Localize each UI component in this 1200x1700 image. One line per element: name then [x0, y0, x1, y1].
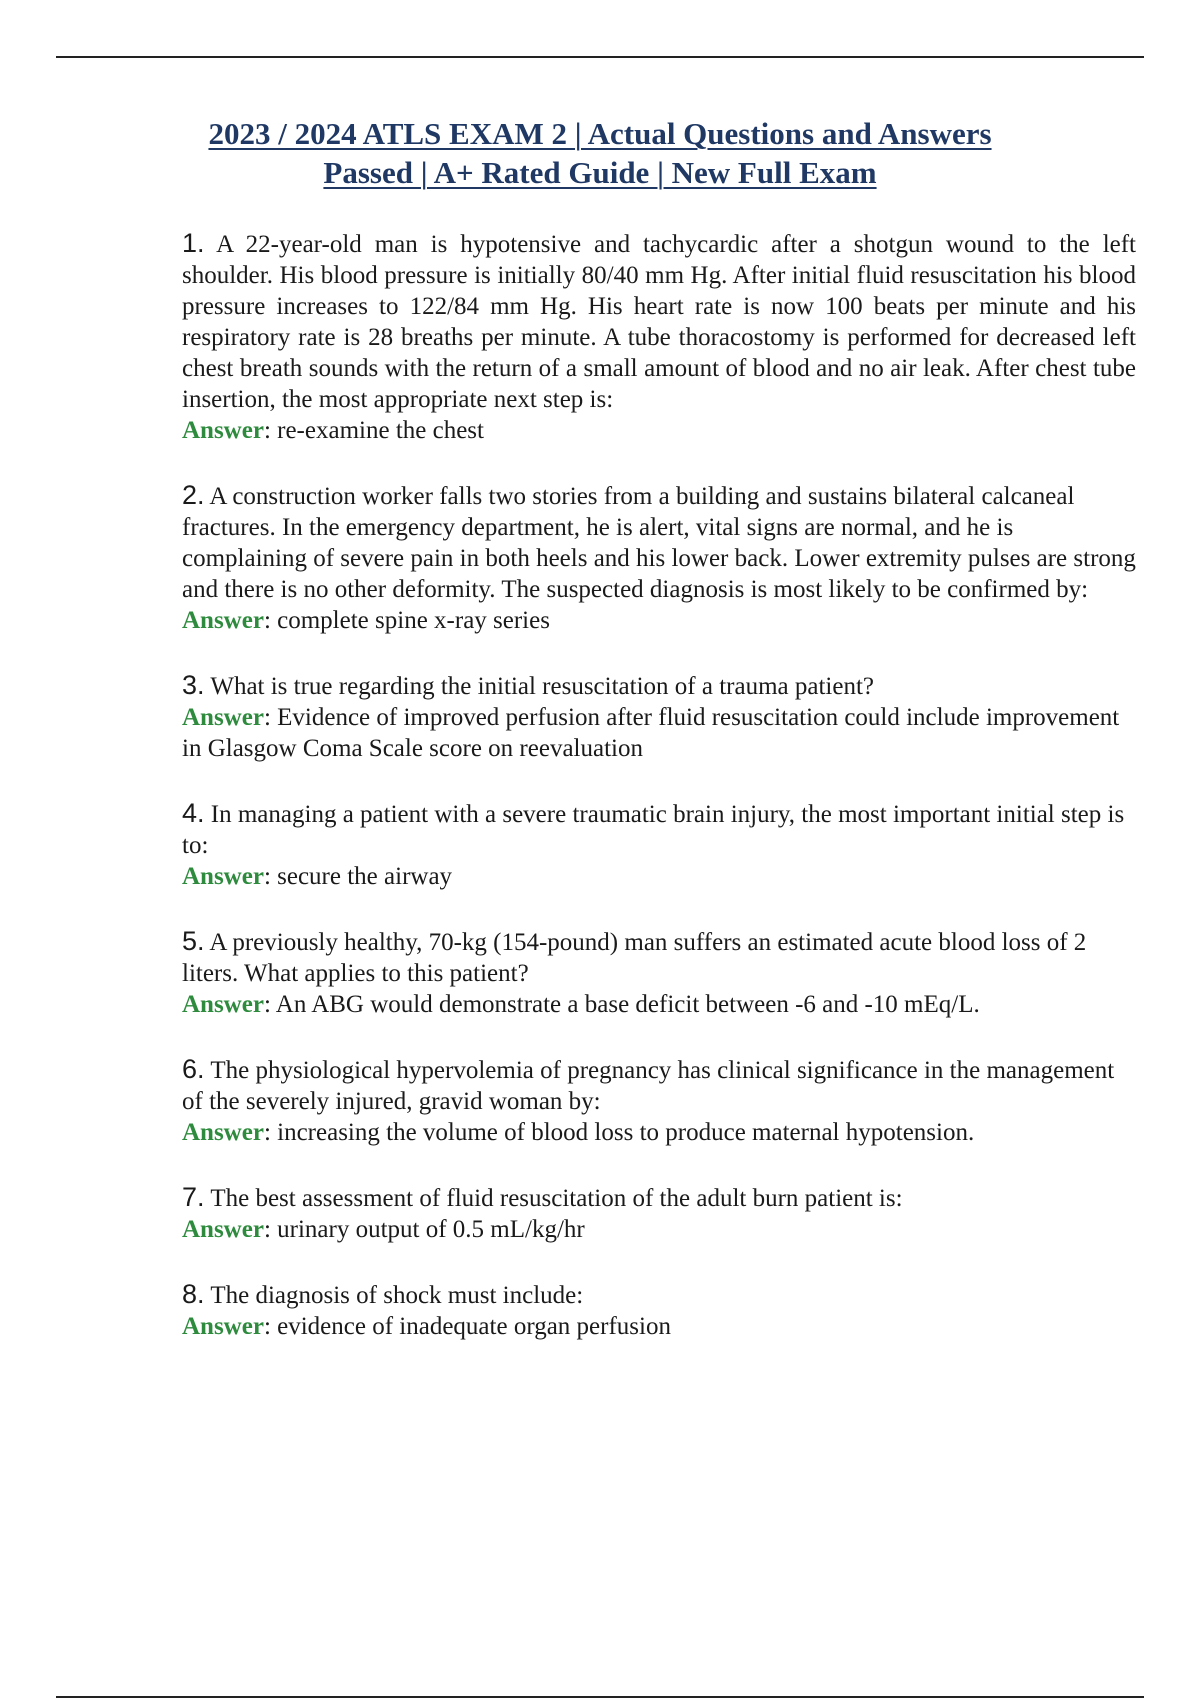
- question-text: [182, 1054, 1136, 1117]
- answer-text: Evidence of improved perfusion after fluid resuscitation could include improvement in Glasgow Coma Scale score on reevaluation: [182, 704, 1120, 762]
- answer-text: secure the airway: [277, 863, 453, 890]
- question-item-5: [182, 926, 1136, 1020]
- answer-label: Answer: [182, 1313, 264, 1340]
- question-body: The best assessment of fluid resuscitation of the adult burn patient is:: [210, 1185, 903, 1212]
- answer-label: Answer: [182, 863, 264, 890]
- question-body: The physiological hypervolemia of pregnancy has clinical significance in the management of the severely injured, gravid woman by:: [182, 1057, 1115, 1115]
- answer: Answer: urinary output of 0.5 mL/kg/hr: [182, 1216, 585, 1243]
- answer-label: Answer: [182, 417, 264, 444]
- top-rule: [56, 56, 1144, 58]
- question-body: A construction worker falls two stories from a building and sustains bilateral calcaneal fractures. In the emergency department, he is alert, vital signs are normal, and he is complaining of severe pain in both heels and his lower back. Lower extremity pulses are strong and there is no other deformity. The suspected diagnosis is most likely to be confirmed by:: [182, 483, 1136, 603]
- answer-label: Answer: [182, 1216, 264, 1243]
- answer-label: Answer: [182, 1119, 264, 1146]
- question-item-4: [182, 798, 1136, 892]
- question-body: In managing a patient with a severe traumatic brain injury, the most important initial step is to:: [182, 801, 1125, 859]
- answer: Answer: evidence of inadequate organ perfusion: [182, 1313, 671, 1340]
- answer-text: increasing the volume of blood loss to produce maternal hypotension.: [277, 1119, 975, 1146]
- question-body: A 22-year-old man is hypotensive and tachycardic after a shotgun wound to the left shoulder. His blood pressure is initially 80/40 mm Hg. After initial fluid resuscitation his blood pressure increases to 122/84 mm Hg. His heart rate is now 100 beats per minute and his respiratory rate is 28 breaths per minute. A tube thoracostomy is performed for decreased left chest breath sounds with the return of a small amount of blood and no air leak. After chest tube insertion, the most appropriate next step is:: [182, 231, 1137, 413]
- question-body: What is true regarding the initial resuscitation of a trauma patient?: [210, 673, 874, 700]
- answer-label: Answer: [182, 991, 264, 1018]
- question-item-8: [182, 1279, 1136, 1342]
- answer-text: An ABG would demonstrate a base deficit between -6 and -10 mEq/L.: [275, 991, 980, 1018]
- question-item-6: [182, 1054, 1136, 1148]
- question-text: [182, 670, 1136, 702]
- question-number: 6.: [182, 1054, 205, 1084]
- title-line-1: 2023 / 2024 ATLS EXAM 2 | Actual Questions and Answers: [208, 116, 992, 151]
- question-item-7: [182, 1182, 1136, 1245]
- document-title: [150, 114, 1050, 192]
- answer-text: re-examine the chest: [277, 417, 484, 444]
- question-text: [182, 1279, 1136, 1311]
- question-number: 5.: [182, 926, 205, 956]
- question-item-2: [182, 480, 1136, 636]
- question-text: [182, 480, 1136, 605]
- answer-label: Answer: [182, 704, 264, 731]
- question-text: [182, 926, 1136, 989]
- question-item-3: [182, 670, 1136, 764]
- question-number: 8.: [182, 1279, 205, 1309]
- answer-label: Answer: [182, 607, 264, 634]
- question-body: A previously healthy, 70-kg (154-pound) man suffers an estimated acute blood loss of 2 liters. What applies to this patient?: [182, 929, 1087, 987]
- question-number: 2.: [182, 480, 205, 510]
- answer-text: urinary output of 0.5 mL/kg/hr: [277, 1216, 585, 1243]
- answer-text: complete spine x-ray series: [277, 607, 550, 634]
- answer: Answer: secure the airway: [182, 863, 453, 890]
- question-number: 1.: [182, 228, 205, 258]
- question-number: 4.: [182, 798, 205, 828]
- answer: Answer: Evidence of improved perfusion after fluid resuscitation could include improvement in Glasgow Coma Scale score on reevaluation: [182, 704, 1120, 762]
- answer: Answer: complete spine x-ray series: [182, 607, 550, 634]
- question-number: 3.: [182, 670, 205, 700]
- question-number: 7.: [182, 1182, 205, 1212]
- title-line-2: Passed | A+ Rated Guide | New Full Exam: [323, 155, 877, 190]
- bottom-rule: [56, 1696, 1144, 1698]
- answer: Answer: increasing the volume of blood loss to produce maternal hypotension.: [182, 1119, 975, 1146]
- answer: Answer: An ABG would demonstrate a base deficit between -6 and -10 mEq/L.: [182, 991, 980, 1018]
- question-text: [182, 798, 1136, 861]
- question-text: [182, 228, 1136, 415]
- answer: Answer: re-examine the chest: [182, 417, 484, 444]
- answer-text: evidence of inadequate organ perfusion: [277, 1313, 671, 1340]
- question-body: The diagnosis of shock must include:: [210, 1282, 584, 1309]
- question-item-1: [182, 228, 1136, 446]
- question-text: [182, 1182, 1136, 1214]
- question-list: [182, 228, 1136, 1376]
